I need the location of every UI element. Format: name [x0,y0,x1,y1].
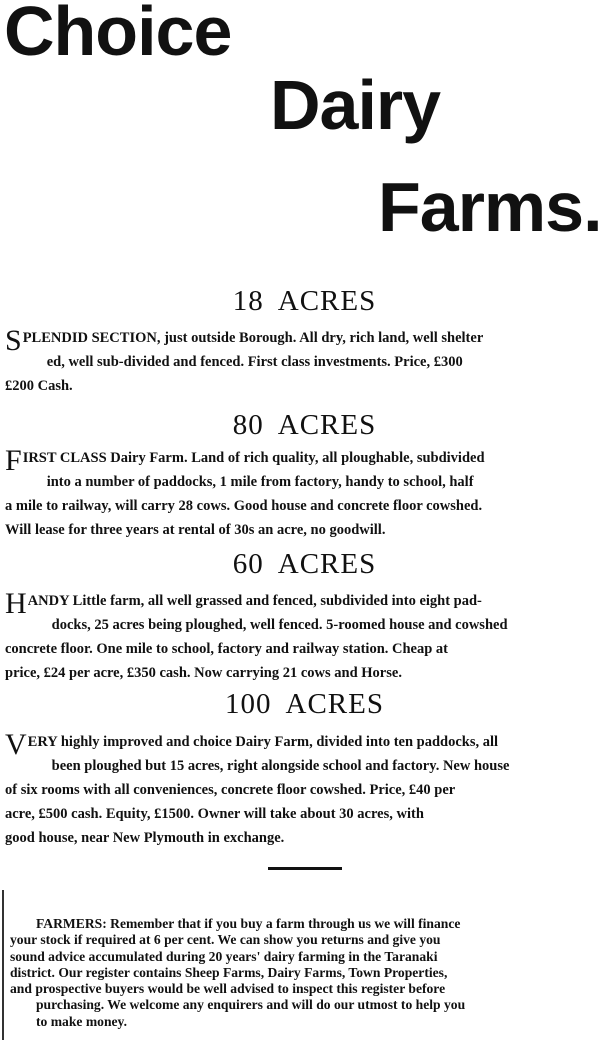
text-line: ERY highly improved and choice Dairy Farm, divided into ten paddocks, all [27,734,499,750]
text-line: price, £24 per acre, £350 cash. Now carrying 21 cows and Horse. [5,665,402,681]
text-line: IRST CLASS Dairy Farm. Land of rich quality, all ploughable, subdivided [22,450,485,466]
drop-cap: H [5,587,27,620]
listing-acres-unit: ACRES [277,285,377,317]
left-border-line [2,890,4,1040]
farmers-notice [10,916,596,1030]
text-line: FARMERS: Remember that if you buy a farm through us we will finance [36,916,461,931]
text-line: into a number of paddocks, 1 mile from factory, handy to school, half [46,474,474,490]
text-line: sound advice accumulated during 20 years' dairy farming in the Taranaki [10,948,438,964]
listing-acres-number: 18 [232,285,264,317]
text-line: to make money. [36,1013,127,1029]
text-line: been ploughed but 15 acres, right alongside school and factory. New house [51,758,510,774]
drop-cap: V [5,728,27,761]
listing-title [0,550,609,579]
text-line: Will lease for three years at rental of 30s an acre, no goodwill. [5,522,386,538]
listing-acres-unit: ACRES [277,548,377,580]
drop-cap: S [5,324,22,357]
text-line: of six rooms with all conveniences, concrete floor cowshed. Price, £40 per [5,782,456,798]
listing-acres-number: 60 [232,548,264,580]
text-line: £200 Cash. [5,378,73,394]
listing-acres-number: 100 [225,688,272,720]
headline-farms: Farms. [378,168,602,246]
text-line: ed, well sub-divided and fenced. First class investments. Price, £300 [46,354,463,370]
drop-cap: F [5,444,22,477]
listing-description [5,326,585,398]
listing-title [0,287,609,316]
text-line: acre, £500 cash. Equity, £1500. Owner will take about 30 acres, with [5,806,424,822]
listing-description [5,446,591,542]
headline-choice: Choice [4,0,232,70]
text-line: purchasing. We welcome any enquirers and will do our utmost to help you [36,997,466,1013]
listing-acres-unit: ACRES [285,688,384,720]
listing-title [0,411,609,440]
headline-dairy: Dairy [270,66,441,144]
text-line: a mile to railway, will carry 28 cows. Good house and concrete floor cowshed. [5,498,483,514]
text-line: ANDY Little farm, all well grassed and fenced, subdivided into eight pad- [27,593,482,609]
text-line: docks, 25 acres being ploughed, well fenced. 5-roomed house and cowshed [51,617,508,633]
listing-title [0,690,609,719]
text-line: concrete floor. One mile to school, factory and railway station. Cheap at [5,641,449,657]
text-line: your stock if required at 6 per cent. We can show you returns and give you [10,932,441,948]
text-line: good house, near New Plymouth in exchange. [5,830,285,846]
text-line: and prospective buyers would be well advised to inspect this register before [10,981,446,997]
listing-acres-number: 80 [232,409,264,441]
text-line: district. Our register contains Sheep Farms, Dairy Farms, Town Properties, [10,964,448,980]
divider-rule [268,867,342,870]
listing-acres-unit: ACRES [277,409,377,441]
text-line: PLENDID SECTION, just outside Borough. All dry, rich land, well shelter [22,330,484,346]
listing-description [5,589,591,685]
listing-description [5,730,591,850]
